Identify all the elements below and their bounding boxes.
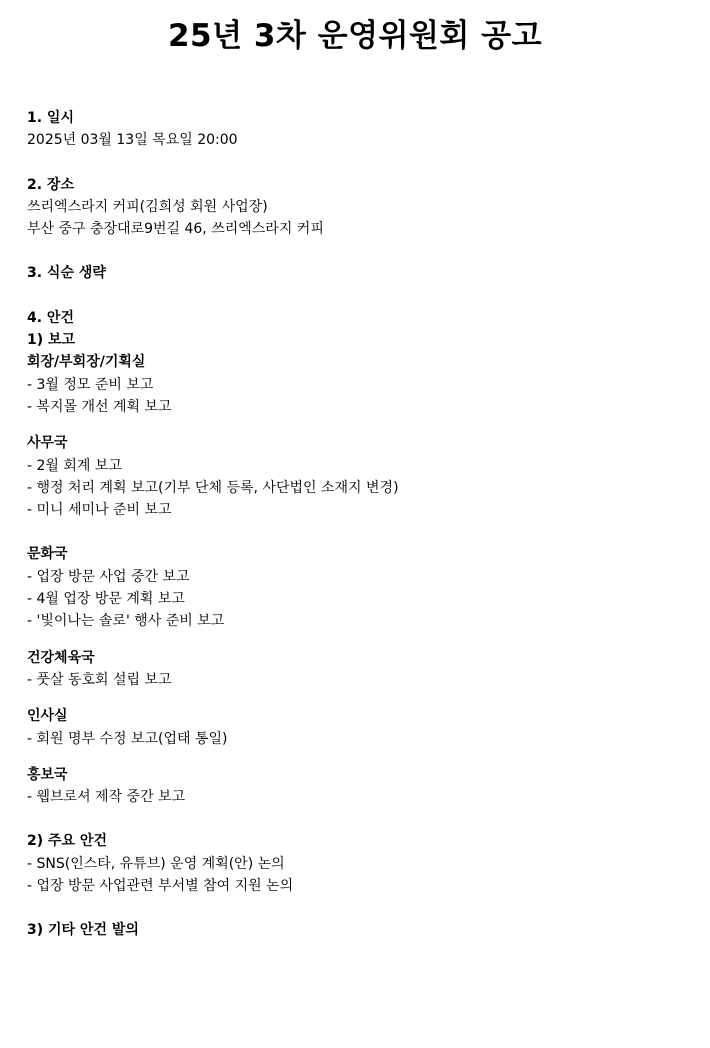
list-item: - 미니 세미나 준비 보고 bbox=[27, 502, 172, 519]
group-name: 건강체육국 bbox=[27, 649, 95, 666]
section-location bbox=[27, 174, 697, 241]
report-group bbox=[27, 351, 697, 418]
list-item: - 복지몰 개선 계획 보고 bbox=[27, 398, 172, 415]
section-heading: 2. 장소 bbox=[27, 176, 74, 193]
subsection-heading: 1) 보고 bbox=[27, 332, 76, 349]
group-name: 문화국 bbox=[27, 546, 68, 563]
group-name: 사무국 bbox=[27, 435, 68, 452]
list-item: - 업장 방문 사업관련 부서별 참여 지원 논의 bbox=[27, 878, 294, 895]
section-order bbox=[27, 262, 697, 284]
section-datetime bbox=[27, 107, 697, 152]
report-group bbox=[27, 705, 697, 750]
section-agenda bbox=[27, 307, 697, 942]
report-group bbox=[27, 764, 697, 809]
datetime-text: 2025년 03월 13일 목요일 20:00 bbox=[27, 132, 238, 149]
section-heading: 3. 식순 생략 bbox=[27, 265, 106, 282]
location-name: 쓰리엑스라지 커피(김희성 회원 사업장) bbox=[27, 198, 268, 215]
list-item: - 웹브로셔 제작 중간 보고 bbox=[27, 789, 186, 806]
page-title: 25년 3차 운영위원회 공고 bbox=[167, 18, 543, 54]
group-name: 인사실 bbox=[27, 708, 68, 725]
list-item: - 행정 처리 계획 보고(기부 단체 등록, 사단법인 소재지 변경) bbox=[27, 479, 399, 496]
group-name: 홍보국 bbox=[27, 766, 68, 783]
subsection-heading: 3) 기타 안건 발의 bbox=[27, 922, 139, 939]
report-group bbox=[27, 432, 697, 521]
notice-body bbox=[27, 107, 697, 942]
list-item: - SNS(인스타, 유튜브) 운영 계획(안) 논의 bbox=[27, 855, 285, 872]
list-item: - 풋살 동호회 설립 보고 bbox=[27, 671, 172, 688]
list-item: - 4월 업장 방문 계획 보고 bbox=[27, 591, 185, 608]
list-item: - 3월 정모 준비 보고 bbox=[27, 376, 154, 393]
other-agenda bbox=[27, 919, 697, 941]
list-item: - 업장 방문 사업 중간 보고 bbox=[27, 568, 190, 585]
report-group bbox=[27, 647, 697, 692]
report-group bbox=[27, 543, 697, 632]
location-address: 부산 중구 충장대로9번길 46, 쓰리엑스라지 커피 bbox=[27, 221, 324, 238]
group-name: 회장/부회장/기획실 bbox=[27, 354, 146, 371]
main-agenda bbox=[27, 830, 697, 897]
section-heading: 1. 일시 bbox=[27, 110, 74, 126]
list-item: - 2월 회계 보고 bbox=[27, 457, 122, 474]
list-item: - 회원 명부 수정 보고(업태 통일) bbox=[27, 730, 228, 747]
list-item: - '빛이나는 솔로' 행사 준비 보고 bbox=[27, 613, 225, 630]
section-heading: 4. 안건 bbox=[27, 309, 74, 326]
subsection-heading: 2) 주요 안건 bbox=[27, 833, 107, 850]
